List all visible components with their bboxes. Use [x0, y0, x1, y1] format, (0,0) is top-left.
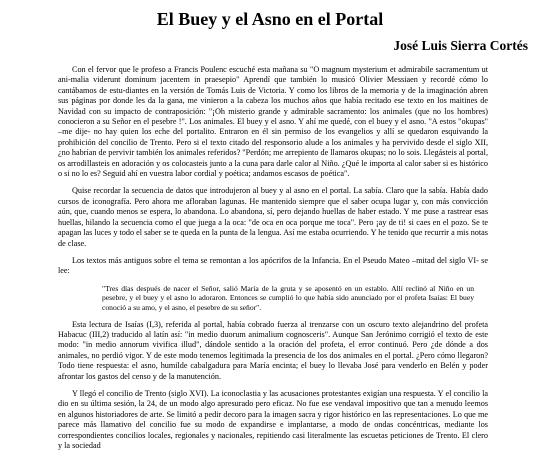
block-quote: "Tres días después de nacer el Señor, salió María de la gruta y se aposentó en un establo. Allí reclinó al Niño en un pesebre, y el buey y el asno lo adoraron. Entonces se cumplió lo que había sido anunciado por el profeta Isaías: El buey conoció a su amo, y el asno, el pesebre de su señor".	[102, 283, 474, 312]
paragraph: Y llegó el concilio de Trento (siglo XVI). La iconoclastia y las acusaciones protestantes exigían una respuesta. Y el concilio la dio en su última sesión, la 24, de un modo algo apresurado pero eficaz. No fue ese vendaval impositivo que tan a menudo leemos en algunos historiadores de arte. Se limitó a pedir decoro para la imagen sacra y rigor histórico en las representaciones. Lo que me parece más llamativo del concilio fue su modo de expandirse e implantarse, a modo de ondas concéntricas, mediante los correspondientes concilios locales, regionales y nacionales, repitiendo casi literalmente las escuetas peticiones de Trento. El clero y la sociedad	[58, 388, 488, 450]
paragraph: Esta lectura de Isaías (I,3), referida al portal, había cobrado fuerza al trenzarse con un oscuro texto alejandrino del profeta Habacuc (III,2) traducido al latín así: "in medio duorum animalium cognosceris". Aunque San Jerónimo corrigió el texto de este modo: "in medio annorum vivifica illud", dándole sentido a la oración del profeta, el error continuó. Pero ¿de dónde a dos animales, no perdió vigor. Y de este modo tenemos legitimada la presencia de los dos animales en el portal. ¿Pero cómo llegaron? Todo tiene respuesta: el asno, humilde cabalgadura para María encinta; el buey lo llevaba José para venderlo en Belén y poder afrontar los gastos del censo y de la manutención.	[58, 319, 488, 381]
document-title: El Buey y el Asno en el Portal	[156, 9, 384, 29]
document-author: José Luis Sierra Cortés	[393, 38, 528, 53]
paragraph: Con el fervor que le profeso a Francis Poulenc escuché esta mañana su "O magnum mysterium et admirabile sacramentum ut ani-malia viderunt dominum jacentem in praesepio" Aprendí que también lo musicó Olivier Messiaen y recordé cómo lo cantábamos de estu-diantes en la versión de Tomás Luis de Victoria. Y como los libros de la memoria y de la imaginación abren sus páginas por donde les da la gana, me vinieron a la cabeza los muchos años que había recitado ese texto en los maitines de Navidad con su impacto de contraposición: "¡Oh misterio grande y admirable sacramento: los animales (que no los hombres) conocieron a su Señor en el pesebre !". Los animales. El buey y el asno. Y ahí me quedé, con el buey y el asno. "A estos "okupas" –me dije- no hay quien los eche del portalito. Entraron en él sin permiso de los evangelios y allí se quedaron esquivando la prohibición del concilio de Trento. Pero si el texto citado del responsorio alude a los animales y ha pervivido desde el siglo XII, ¿no habrían de pervivir también los animales referidos? "Perdón; me arrepiento de llamaros okupas; no lo sois. Llegásteis al portal, os arrodillasteis en adoración y os colocasteis junto a la cuna para darle calor al Niño. ¿Qué le importa al calor saber si es histórico o si no lo es? Seguid ahí en vuestra labor cordial y poética; andamos escasos de poética".	[58, 65, 488, 179]
document-body	[58, 65, 488, 458]
paragraph: Quise recordar la secuencia de datos que introdujeron al buey y al asno en el portal. La sabía. Claro que la sabía. Había dado cursos de iconografía. Pero ahora me afloraban lagunas. He mantenido siempre que el saber ocupa lugar y, con más convicción aún, que, cuando menos se espera, lo abandona. Lo abandona, sí, pero dejando huellas de haber estado. Y me puse a rastrear esas huellas, hilando la secuencia como el que juega a la oca: "de oca en oca porque me toca". Pero ¡ay de ti! si caes en el pozo. Se te apagan las luces y todo el saber se te queda en la punta de la lengua. Así me estaba ocurriendo. Y he tenido que recurrir a mis notas de clase.	[58, 186, 488, 248]
paragraph: Los textos más antiguos sobre el tema se remontan a los apócrifos de la Infancia. En el Pseudo Mateo –mitad del siglo VI- se lee:	[58, 255, 488, 276]
